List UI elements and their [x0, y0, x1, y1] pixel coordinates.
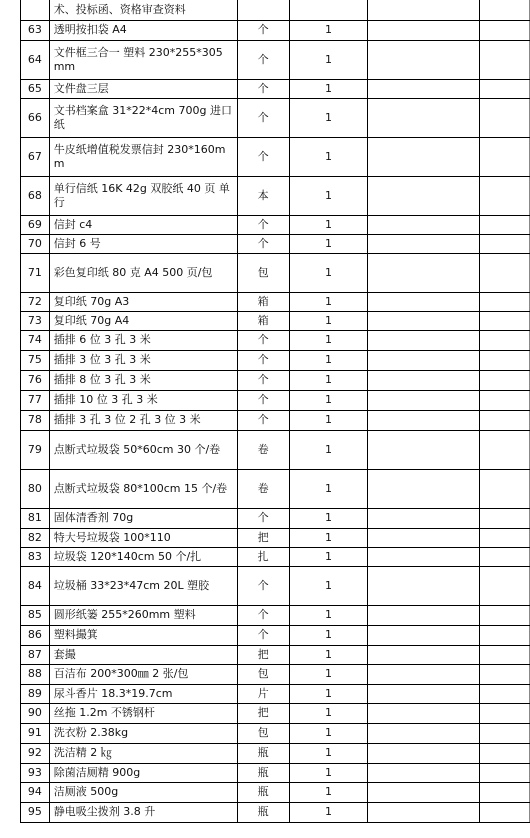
blank-cell — [479, 370, 529, 390]
item-number: 89 — [21, 684, 50, 703]
item-quantity: 1 — [289, 763, 368, 782]
item-name: 点断式垃圾袋 80*100cm 15 个/卷 — [49, 469, 237, 508]
blank-cell — [479, 645, 529, 664]
blank-cell — [479, 311, 529, 330]
blank-cell — [479, 528, 529, 547]
table-row — [21, 723, 530, 743]
blank-cell — [368, 390, 480, 410]
table-row — [21, 410, 530, 430]
item-number: 82 — [21, 528, 50, 547]
table-row — [21, 763, 530, 782]
blank-cell — [368, 723, 480, 743]
blank-cell — [479, 508, 529, 528]
item-number: 88 — [21, 664, 50, 684]
table-row — [21, 350, 530, 370]
item-number: 72 — [21, 292, 50, 311]
blank-cell — [479, 137, 529, 176]
item-number: 94 — [21, 782, 50, 802]
blank-cell — [479, 292, 529, 311]
item-unit: 个 — [237, 410, 289, 430]
blank-cell — [368, 703, 480, 723]
blank-cell — [368, 40, 480, 79]
item-name: 文件盘三层 — [49, 79, 237, 98]
item-number: 73 — [21, 311, 50, 330]
item-unit: 个 — [237, 330, 289, 350]
item-unit: 卷 — [237, 469, 289, 508]
item-number: 79 — [21, 430, 50, 469]
item-name: 插排 6 位 3 孔 3 米 — [49, 330, 237, 350]
table-row — [21, 137, 530, 176]
item-unit: 个 — [237, 566, 289, 605]
item-number: 69 — [21, 215, 50, 234]
blank-cell — [479, 723, 529, 743]
item-quantity: 1 — [289, 782, 368, 802]
table-row — [21, 40, 530, 79]
table-row — [21, 430, 530, 469]
table-row — [21, 547, 530, 566]
item-number: 77 — [21, 390, 50, 410]
blank-cell — [368, 311, 480, 330]
blank-cell — [479, 703, 529, 723]
item-name: 百洁布 200*300㎜ 2 张/包 — [49, 664, 237, 684]
item-name: 透明按扣袋 A4 — [49, 20, 237, 40]
blank-cell — [368, 782, 480, 802]
item-name: 洗洁精 2 ㎏ — [49, 743, 237, 763]
item-name: 垃圾袋 120*140cm 50 个/扎 — [49, 547, 237, 566]
item-quantity: 1 — [289, 40, 368, 79]
item-number: 63 — [21, 20, 50, 40]
blank-cell — [368, 292, 480, 311]
blank-cell — [368, 370, 480, 390]
blank-cell — [479, 763, 529, 782]
item-number: 93 — [21, 763, 50, 782]
blank-cell — [368, 802, 480, 822]
blank-cell — [479, 566, 529, 605]
blank-cell — [368, 137, 480, 176]
item-number: 74 — [21, 330, 50, 350]
item-name: 垃圾桶 33*23*47cm 20L 塑胶 — [49, 566, 237, 605]
table-row — [21, 311, 530, 330]
item-quantity: 1 — [289, 253, 368, 292]
item-unit: 个 — [237, 625, 289, 645]
blank-cell — [479, 469, 529, 508]
item-unit: 个 — [237, 390, 289, 410]
item-name: 复印纸 70g A3 — [49, 292, 237, 311]
item-quantity: 1 — [289, 137, 368, 176]
item-name: 插排 10 位 3 孔 3 米 — [49, 390, 237, 410]
table-row — [21, 782, 530, 802]
item-name: 复印纸 70g A4 — [49, 311, 237, 330]
item-name: 插排 3 孔 3 位 2 孔 3 位 3 米 — [49, 410, 237, 430]
blank-cell — [479, 664, 529, 684]
item-unit: 包 — [237, 253, 289, 292]
blank-cell — [368, 350, 480, 370]
blank-cell — [368, 79, 480, 98]
table-row — [21, 79, 530, 98]
item-quantity: 1 — [289, 508, 368, 528]
item-unit: 箱 — [237, 311, 289, 330]
blank-cell — [368, 20, 480, 40]
blank-cell — [479, 684, 529, 703]
blank-cell — [479, 20, 529, 40]
item-number: 95 — [21, 802, 50, 822]
item-number: 86 — [21, 625, 50, 645]
item-name: 套撮 — [49, 645, 237, 664]
item-name: 彩色复印纸 80 克 A4 500 页/包 — [49, 253, 237, 292]
blank-cell — [479, 176, 529, 215]
blank-cell — [368, 625, 480, 645]
table-row — [21, 292, 530, 311]
table-row — [21, 743, 530, 763]
item-unit: 卷 — [237, 430, 289, 469]
item-name: 信封 c4 — [49, 215, 237, 234]
item-number: 83 — [21, 547, 50, 566]
item-quantity: 1 — [289, 79, 368, 98]
table-row — [21, 703, 530, 723]
item-quantity: 1 — [289, 292, 368, 311]
item-quantity: 1 — [289, 311, 368, 330]
item-quantity: 1 — [289, 350, 368, 370]
item-name: 单行信纸 16K 42g 双胶纸 40 页 单行 — [49, 176, 237, 215]
item-quantity: 1 — [289, 605, 368, 625]
table-row — [21, 528, 530, 547]
table-row — [21, 469, 530, 508]
item-unit: 瓶 — [237, 763, 289, 782]
item-name: 丝拖 1.2m 不锈钢杆 — [49, 703, 237, 723]
item-quantity: 1 — [289, 703, 368, 723]
item-name: 除菌洁厕精 900g — [49, 763, 237, 782]
item-quantity: 1 — [289, 98, 368, 137]
table-row — [21, 605, 530, 625]
item-number: 76 — [21, 370, 50, 390]
item-unit: 个 — [237, 370, 289, 390]
blank-cell — [479, 40, 529, 79]
blank-cell — [479, 234, 529, 253]
item-quantity: 1 — [289, 390, 368, 410]
blank-cell — [479, 0, 529, 20]
item-name: 点断式垃圾袋 50*60cm 30 个/卷 — [49, 430, 237, 469]
blank-cell — [368, 605, 480, 625]
item-quantity: 1 — [289, 430, 368, 469]
blank-cell — [368, 508, 480, 528]
item-quantity: 1 — [289, 330, 368, 350]
item-name: 牛皮纸增值税发票信封 230*160mm — [49, 137, 237, 176]
blank-cell — [368, 176, 480, 215]
procurement-table — [20, 0, 530, 823]
item-name: 特大号垃圾袋 100*110 — [49, 528, 237, 547]
item-quantity: 1 — [289, 547, 368, 566]
table-row — [21, 664, 530, 684]
item-unit: 把 — [237, 645, 289, 664]
item-name: 静电吸尘拨剂 3.8 升 — [49, 802, 237, 822]
item-name: 文书档案盒 31*22*4cm 700g 进口纸 — [49, 98, 237, 137]
item-quantity: 1 — [289, 410, 368, 430]
blank-cell — [368, 253, 480, 292]
unit-cell — [237, 0, 289, 20]
continuation-row — [21, 0, 530, 20]
item-number: 87 — [21, 645, 50, 664]
blank-cell — [368, 410, 480, 430]
table-row — [21, 215, 530, 234]
item-number: 64 — [21, 40, 50, 79]
item-number: 78 — [21, 410, 50, 430]
item-unit: 片 — [237, 684, 289, 703]
item-quantity: 1 — [289, 802, 368, 822]
item-quantity: 1 — [289, 469, 368, 508]
item-unit: 瓶 — [237, 782, 289, 802]
table-row — [21, 370, 530, 390]
blank-cell — [479, 215, 529, 234]
item-quantity: 1 — [289, 664, 368, 684]
blank-cell — [368, 330, 480, 350]
item-quantity: 1 — [289, 20, 368, 40]
item-quantity: 1 — [289, 566, 368, 605]
blank-cell — [479, 802, 529, 822]
table-row — [21, 98, 530, 137]
item-name: 洁厕液 500g — [49, 782, 237, 802]
blank-cell — [479, 253, 529, 292]
blank-cell — [479, 625, 529, 645]
item-unit: 箱 — [237, 292, 289, 311]
item-quantity: 1 — [289, 684, 368, 703]
item-name: 信封 6 号 — [49, 234, 237, 253]
table-row — [21, 802, 530, 822]
item-unit: 扎 — [237, 547, 289, 566]
item-number: 70 — [21, 234, 50, 253]
blank-cell — [368, 645, 480, 664]
item-name: 尿斗香片 18.3*19.7cm — [49, 684, 237, 703]
item-unit: 把 — [237, 528, 289, 547]
item-name: 洗衣粉 2.38kg — [49, 723, 237, 743]
item-name: 插排 8 位 3 孔 3 米 — [49, 370, 237, 390]
item-number: 67 — [21, 137, 50, 176]
item-quantity: 1 — [289, 528, 368, 547]
item-number: 92 — [21, 743, 50, 763]
blank-cell — [368, 763, 480, 782]
blank-cell — [479, 410, 529, 430]
item-number: 84 — [21, 566, 50, 605]
item-number: 91 — [21, 723, 50, 743]
item-unit: 个 — [237, 508, 289, 528]
item-unit: 个 — [237, 98, 289, 137]
item-name: 文件框三合一 塑料 230*255*305mm — [49, 40, 237, 79]
table-row — [21, 508, 530, 528]
table-row — [21, 253, 530, 292]
item-quantity: 1 — [289, 234, 368, 253]
blank-cell — [479, 547, 529, 566]
blank-cell — [368, 566, 480, 605]
table-row — [21, 566, 530, 605]
qty-cell — [289, 0, 368, 20]
blank-cell — [479, 782, 529, 802]
item-number: 71 — [21, 253, 50, 292]
item-unit: 本 — [237, 176, 289, 215]
item-unit: 个 — [237, 215, 289, 234]
item-name: 圆形纸篓 255*260mm 塑料 — [49, 605, 237, 625]
item-unit: 个 — [237, 234, 289, 253]
blank-cell — [479, 430, 529, 469]
table-row — [21, 176, 530, 215]
blank-cell — [368, 743, 480, 763]
table-row — [21, 645, 530, 664]
item-unit: 个 — [237, 137, 289, 176]
blank-cell — [368, 469, 480, 508]
blank-cell — [368, 664, 480, 684]
table-row — [21, 684, 530, 703]
blank-cell — [479, 350, 529, 370]
blank-cell — [479, 79, 529, 98]
table-row — [21, 234, 530, 253]
blank-cell — [368, 98, 480, 137]
blank-cell — [368, 684, 480, 703]
continuation-text: 术、投标函、资格审查资料 — [49, 0, 237, 20]
item-unit: 包 — [237, 723, 289, 743]
item-unit: 瓶 — [237, 743, 289, 763]
item-quantity: 1 — [289, 176, 368, 215]
item-quantity: 1 — [289, 645, 368, 664]
item-name: 固体清香剂 70g — [49, 508, 237, 528]
item-number: 81 — [21, 508, 50, 528]
blank-cell — [479, 330, 529, 350]
item-name: 塑料撮箕 — [49, 625, 237, 645]
item-unit: 包 — [237, 664, 289, 684]
item-unit: 把 — [237, 703, 289, 723]
item-unit: 瓶 — [237, 802, 289, 822]
item-name: 插排 3 位 3 孔 3 米 — [49, 350, 237, 370]
item-unit: 个 — [237, 350, 289, 370]
blank-cell — [368, 0, 480, 20]
blank-cell — [368, 430, 480, 469]
blank-cell — [368, 547, 480, 566]
item-number: 68 — [21, 176, 50, 215]
no-cell — [21, 0, 50, 20]
item-quantity: 1 — [289, 370, 368, 390]
table-row — [21, 330, 530, 350]
table-row — [21, 625, 530, 645]
item-quantity: 1 — [289, 743, 368, 763]
blank-cell — [479, 390, 529, 410]
blank-cell — [479, 98, 529, 137]
item-number: 65 — [21, 79, 50, 98]
item-quantity: 1 — [289, 723, 368, 743]
item-number: 75 — [21, 350, 50, 370]
blank-cell — [368, 215, 480, 234]
item-number: 66 — [21, 98, 50, 137]
item-quantity: 1 — [289, 625, 368, 645]
item-quantity: 1 — [289, 215, 368, 234]
item-number: 85 — [21, 605, 50, 625]
item-unit: 个 — [237, 40, 289, 79]
blank-cell — [479, 605, 529, 625]
blank-cell — [368, 234, 480, 253]
item-unit: 个 — [237, 605, 289, 625]
item-number: 80 — [21, 469, 50, 508]
blank-cell — [479, 743, 529, 763]
table-row — [21, 390, 530, 410]
item-number: 90 — [21, 703, 50, 723]
blank-cell — [368, 528, 480, 547]
item-unit: 个 — [237, 20, 289, 40]
table-row — [21, 20, 530, 40]
item-unit: 个 — [237, 79, 289, 98]
